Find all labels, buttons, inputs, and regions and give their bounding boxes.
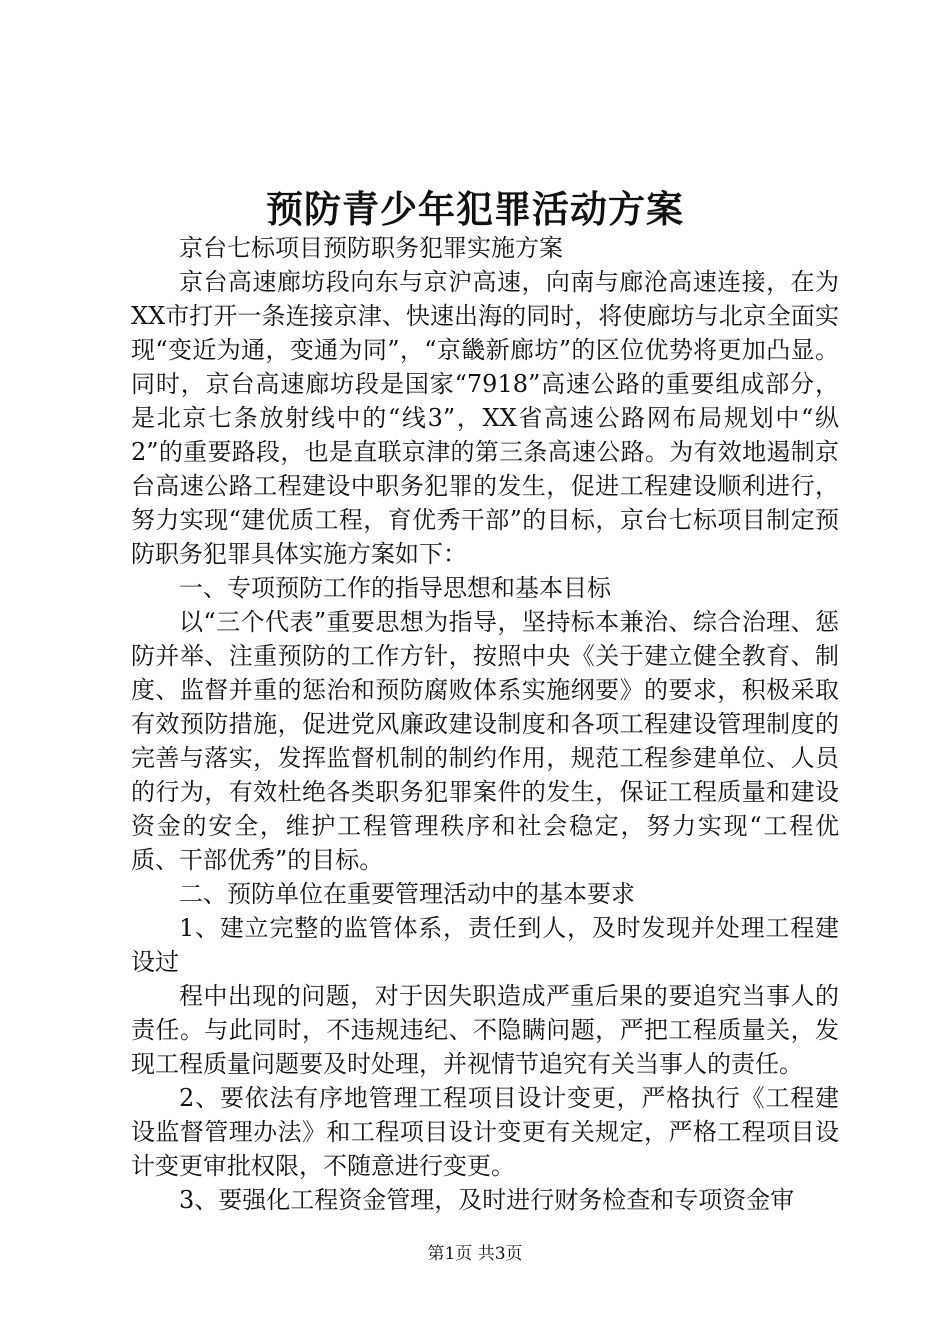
intro-paragraph: 京台高速廊坊段向东与京沪高速，向南与廊沧高速连接，在为XX市打开一条连接京津、快速出海的同时，将使廊坊与北京全面实现“变近为通，变通为同”，“京畿新廊坊”的区位优势将更加凸显。同时，京台高速廊坊段是国家“7918”高速公路的重要组成部分，是北京七条放射线中的“线3”，XX省高速公路网布局规划中“纵2”的重要路段，也是直联京津的第三条高速公路。为有效地遏制京台高速公路工程建设中职务犯罪的发生，促进工程建设顺利进行，努力实现“建优质工程，育优秀干部”的目标，京台七标项目制定预防职务犯罪具体实施方案如下： — [131, 268, 839, 568]
section-heading-2: 二、预防单位在重要管理活动中的基本要求 — [179, 880, 635, 908]
section-heading-1: 一、专项预防工作的指导思想和基本目标 — [179, 574, 611, 602]
page-title: 预防青少年犯罪活动方案 — [266, 187, 684, 231]
item-1-paragraph: 1、建立完整的监管体系，责任到人，及时发现并处理工程建设过 — [131, 914, 839, 976]
item-2-paragraph: 2、要依法有序地管理工程项目设计变更，严格执行《工程建设监督管理办法》和工程项目设计变更有关规定，严格工程项目设计变更审批权限，不随意进行变更。 — [131, 1084, 839, 1180]
subtitle-paragraph: 京台七标项目预防职务犯罪实施方案 — [179, 234, 563, 262]
page-number-footer: 第1页 共3页 — [427, 1244, 523, 1264]
section-1-paragraph: 以“三个代表”重要思想为指导，坚持标本兼治、综合治理、惩防并举、注重预防的工作方针，按照中央《关于建立健全教育、制度、监督并重的惩治和预防腐败体系实施纲要》的要求，积极采取有效预防措施，促进党风廉政建设制度和各项工程建设管理制度的完善与落实，发挥监督机制的制约作用，规范工程参建单位、人员的行为，有效杜绝各类职务犯罪案件的发生，保证工程质量和建设资金的安全，维护工程管理秩序和社会稳定，努力实现“工程优质、干部优秀”的目标。 — [131, 608, 839, 874]
item-1-continuation-paragraph: 程中出现的问题，对于因失职造成严重后果的要追究当事人的责任。与此同时，不违规违纪、不隐瞒问题，严把工程质量关，发现工程质量问题要及时处理，并视情节追究有关当事人的责任。 — [131, 982, 839, 1078]
document-body — [131, 231, 839, 1217]
item-3-paragraph: 3、要强化工程资金管理，及时进行财务检查和专项资金审 — [179, 1186, 795, 1214]
